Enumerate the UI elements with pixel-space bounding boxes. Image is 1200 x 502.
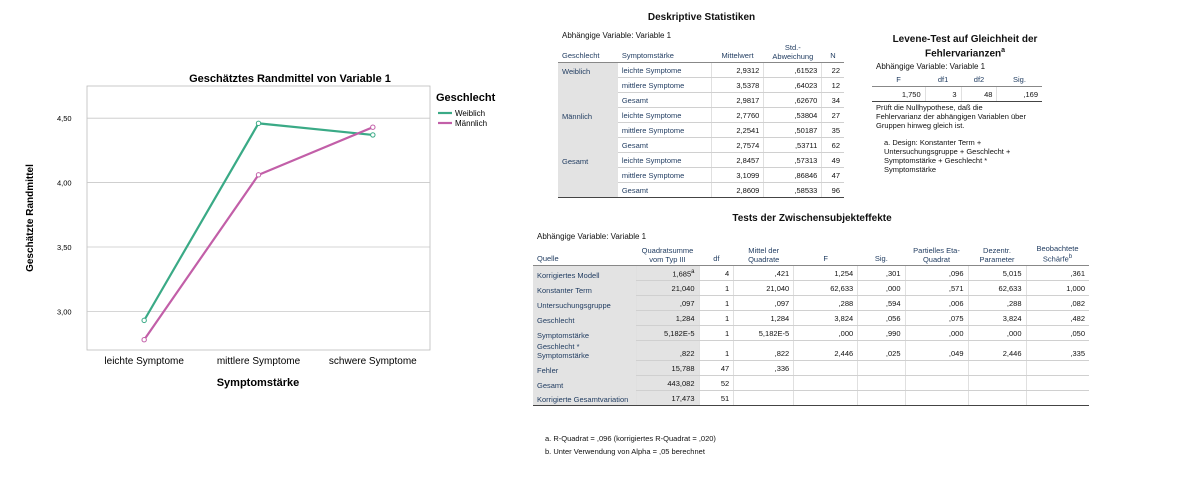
data-point xyxy=(142,337,146,341)
tests-cell-eta: ,000 xyxy=(905,326,968,341)
desc-row xyxy=(558,138,844,153)
tests-cell-f: 2,446 xyxy=(794,341,858,361)
tests-cell-ss-value: 443,082 xyxy=(667,379,695,388)
tests-cell-df: 52 xyxy=(699,376,734,391)
tests-row xyxy=(533,361,1089,376)
desc-cell-n: 49 xyxy=(822,153,844,168)
tests-cell-nc xyxy=(968,391,1026,406)
tests-footnote-b: b. Unter Verwendung von Alpha = ,05 berechnet xyxy=(545,447,705,456)
tests-cell-f: 62,633 xyxy=(794,281,858,296)
desc-cell-symptom: leichte Symptome xyxy=(618,63,711,78)
tests-title: Tests der Zwischensubjekteffekte xyxy=(732,213,892,224)
tests-row xyxy=(533,326,1089,341)
tests-cell-ss xyxy=(636,265,699,281)
tests-cell-ms: 1,284 xyxy=(734,311,794,326)
desc-cell-symptom: mittlere Symptome xyxy=(618,123,711,138)
desc-cell-sd: ,61523 xyxy=(764,63,822,78)
levene-header-sig: Sig. xyxy=(997,72,1042,87)
levene-table xyxy=(872,72,1042,102)
desc-cell-symptom: leichte Symptome xyxy=(618,153,711,168)
tests-cell-pow xyxy=(1026,391,1089,406)
desc-cell-n: 62 xyxy=(822,138,844,153)
desc-cell-geschlecht xyxy=(558,123,618,138)
legend-entry: Weiblich xyxy=(455,109,486,118)
tests-cell-f xyxy=(794,361,858,376)
tests-cell-f: ,288 xyxy=(794,296,858,311)
tests-cell-source: Geschlecht xyxy=(533,311,636,326)
tests-cell-ms: ,822 xyxy=(734,341,794,361)
desc-cell-geschlecht xyxy=(558,138,618,153)
desc-cell-mean: 2,9817 xyxy=(711,93,764,108)
levene-title xyxy=(870,34,1060,59)
tests-cell-ss-value: ,097 xyxy=(679,299,695,308)
x-tick-label: schwere Symptome xyxy=(328,356,417,367)
levene-header-df1: df1 xyxy=(925,72,961,87)
desc-cell-symptom: Gesamt xyxy=(618,138,711,153)
x-tick-label: mittlere Symptome xyxy=(216,356,301,367)
tests-cell-ms: ,421 xyxy=(734,265,794,281)
tests-row xyxy=(533,265,1089,281)
desc-cell-n: 47 xyxy=(822,168,844,183)
desc-cell-mean: 2,8457 xyxy=(711,153,764,168)
tests-cell-df: 1 xyxy=(699,341,734,361)
desc-cell-n: 96 xyxy=(822,183,844,198)
desc-cell-sd: ,58533 xyxy=(764,183,822,198)
y-tick-label: 3,00 xyxy=(57,307,72,317)
tests-cell-source: Untersuchungsgruppe xyxy=(533,296,636,311)
tests-cell-nc xyxy=(968,361,1026,376)
y-tick-label: 3,50 xyxy=(57,242,72,252)
tests-cell-source: Konstanter Term xyxy=(533,281,636,296)
tests-cell-ss xyxy=(636,361,699,376)
desc-row xyxy=(558,93,844,108)
tests-cell-nc: 62,633 xyxy=(968,281,1026,296)
tests-cell-ss xyxy=(636,326,699,341)
desc-cell-n: 34 xyxy=(822,93,844,108)
desc-row xyxy=(558,153,844,168)
levene-sig: ,169 xyxy=(997,87,1042,102)
desc-cell-mean: 3,5378 xyxy=(711,78,764,93)
desc-cell-mean: 2,7574 xyxy=(711,138,764,153)
tests-cell-sig: ,025 xyxy=(858,341,905,361)
tests-cell-sig xyxy=(858,391,905,406)
tests-cell-f: 1,254 xyxy=(794,265,858,281)
tests-cell-df: 1 xyxy=(699,311,734,326)
tests-cell-eta: ,075 xyxy=(905,311,968,326)
desc-cell-geschlecht: Weiblich xyxy=(558,63,618,78)
y-tick-label: 4,00 xyxy=(57,178,72,188)
legend xyxy=(436,92,496,128)
tests-cell-ss-value: 21,040 xyxy=(671,284,695,293)
tests-cell-pow xyxy=(1026,361,1089,376)
tests-cell-sig: ,301 xyxy=(858,265,905,281)
tests-cell-nc: 2,446 xyxy=(968,341,1026,361)
tests-cell-ss xyxy=(636,376,699,391)
tests-cell-ms: ,097 xyxy=(734,296,794,311)
y-tick-label: 4,50 xyxy=(57,114,72,124)
tests-cell-eta: ,096 xyxy=(905,265,968,281)
levene-note: Prüft die Nullhypothese, daß die Fehlervarianz der abhängigen Variablen über Gruppen hinweg gleich ist. xyxy=(876,103,1026,130)
levene-design-note: a. Design: Konstanter Term + Untersuchungsgruppe + Geschlecht + Symptomstärke + Geschlecht * Symptomstärke xyxy=(884,138,1011,174)
desc-row xyxy=(558,63,844,78)
desc-cell-symptom: Gesamt xyxy=(618,93,711,108)
tests-header-source: Quelle xyxy=(533,243,636,265)
desc-cell-geschlecht xyxy=(558,78,618,93)
tests-cell-source: Fehler xyxy=(533,361,636,376)
data-point xyxy=(371,133,375,137)
tests-cell-source: Geschlecht * Symptomstärke xyxy=(533,341,636,361)
desc-header-n: N xyxy=(822,42,844,63)
tests-header-power xyxy=(1026,243,1089,265)
y-axis-label: Geschätzte Randmittel xyxy=(25,164,36,272)
levene-header-df2: df2 xyxy=(961,72,997,87)
tests-table xyxy=(533,243,1089,406)
tests-cell-pow: ,482 xyxy=(1026,311,1089,326)
tests-cell-ss xyxy=(636,341,699,361)
desc-cell-symptom: mittlere Symptome xyxy=(618,78,711,93)
desc-cell-mean: 2,8609 xyxy=(711,183,764,198)
tests-row xyxy=(533,296,1089,311)
levene-header-f: F xyxy=(872,72,925,87)
tests-header-ms: Mittel der Quadrate xyxy=(734,243,794,265)
data-point xyxy=(256,173,260,177)
tests-cell-ss xyxy=(636,311,699,326)
tests-cell-df: 1 xyxy=(699,281,734,296)
desc-header-geschlecht: Geschlecht xyxy=(558,42,618,63)
tests-cell-eta: ,006 xyxy=(905,296,968,311)
desc-title: Deskriptive Statistiken xyxy=(647,12,756,23)
tests-cell-ms: 21,040 xyxy=(734,281,794,296)
desc-cell-geschlecht: Gesamt xyxy=(558,153,618,168)
tests-cell-f xyxy=(794,391,858,406)
desc-row xyxy=(558,123,844,138)
x-axis-label: Symptomstärke xyxy=(216,377,300,389)
tests-row xyxy=(533,281,1089,296)
desc-table xyxy=(558,42,844,198)
tests-cell-ss-value: 17,473 xyxy=(671,394,695,403)
desc-cell-n: 12 xyxy=(822,78,844,93)
tests-dependent-variable: Abhängige Variable: Variable 1 xyxy=(537,232,647,241)
legend-title: Geschlecht xyxy=(436,92,496,104)
desc-cell-geschlecht xyxy=(558,93,618,108)
tests-cell-eta: ,049 xyxy=(905,341,968,361)
tests-cell-ss-value: ,822 xyxy=(679,349,695,358)
desc-cell-geschlecht xyxy=(558,183,618,198)
data-point xyxy=(256,121,260,125)
desc-cell-sd: ,53804 xyxy=(764,108,822,123)
tests-row xyxy=(533,391,1089,406)
tests-header-power-text: Beobachtete Schärfe xyxy=(1036,244,1079,264)
tests-cell-eta xyxy=(905,376,968,391)
desc-cell-sd: ,86846 xyxy=(764,168,822,183)
legend-entry: Männlich xyxy=(455,119,488,128)
desc-cell-sd: ,50187 xyxy=(764,123,822,138)
desc-header-sd: Std.-Abweichung xyxy=(764,42,822,63)
tests-cell-nc xyxy=(968,376,1026,391)
tests-cell-pow: ,361 xyxy=(1026,265,1089,281)
tests-cell-nc: 5,015 xyxy=(968,265,1026,281)
tests-cell-ss xyxy=(636,296,699,311)
tests-header-noncentral: Dezentr. Parameter xyxy=(968,243,1026,265)
tests-cell-ss-value: 5,182E-5 xyxy=(664,329,695,338)
desc-dependent-variable: Abhängige Variable: Variable 1 xyxy=(562,31,672,40)
tests-cell-f: ,000 xyxy=(794,326,858,341)
tests-cell-eta xyxy=(905,391,968,406)
desc-cell-symptom: mittlere Symptome xyxy=(618,168,711,183)
desc-row xyxy=(558,78,844,93)
levene-df2: 48 xyxy=(961,87,997,102)
tests-cell-pow xyxy=(1026,376,1089,391)
tests-cell-source: Korrigiertes Modell xyxy=(533,265,636,281)
tests-cell-df: 47 xyxy=(699,361,734,376)
tests-cell-ss xyxy=(636,391,699,406)
desc-cell-mean: 2,2541 xyxy=(711,123,764,138)
desc-cell-geschlecht: Männlich xyxy=(558,108,618,123)
tests-cell-eta: ,571 xyxy=(905,281,968,296)
tests-cell-sig: ,056 xyxy=(858,311,905,326)
x-tick-label: leichte Symptome xyxy=(104,356,184,367)
levene-title-sup: a xyxy=(1001,47,1006,54)
desc-cell-sd: ,62670 xyxy=(764,93,822,108)
desc-row xyxy=(558,183,844,198)
desc-cell-sd: ,64023 xyxy=(764,78,822,93)
data-point xyxy=(371,125,375,129)
levene-title-text: Levene-Test auf Gleichheit der Fehlervarianzen xyxy=(892,34,1038,60)
data-point xyxy=(142,318,146,322)
tests-cell-ms xyxy=(734,391,794,406)
tests-cell-nc: 3,824 xyxy=(968,311,1026,326)
tests-row xyxy=(533,311,1089,326)
tests-header-df: df xyxy=(699,243,734,265)
tests-cell-sig xyxy=(858,361,905,376)
tests-cell-ms xyxy=(734,376,794,391)
desc-header-mean: Mittelwert xyxy=(711,42,764,63)
tests-row xyxy=(533,376,1089,391)
tests-cell-f xyxy=(794,376,858,391)
tests-cell-sig: ,990 xyxy=(858,326,905,341)
tests-cell-pow: ,082 xyxy=(1026,296,1089,311)
tests-cell-ss xyxy=(636,281,699,296)
desc-cell-mean: 2,7760 xyxy=(711,108,764,123)
desc-cell-n: 27 xyxy=(822,108,844,123)
tests-cell-ss-value: 1,284 xyxy=(675,314,695,323)
tests-row xyxy=(533,341,1089,361)
desc-cell-n: 35 xyxy=(822,123,844,138)
levene-f: 1,750 xyxy=(872,87,925,102)
tests-cell-pow: ,050 xyxy=(1026,326,1089,341)
tests-cell-nc: ,000 xyxy=(968,326,1026,341)
tests-cell-ms: ,336 xyxy=(734,361,794,376)
tests-cell-f: 3,824 xyxy=(794,311,858,326)
tests-cell-sig: ,594 xyxy=(858,296,905,311)
tests-footnote-a: a. R-Quadrat = ,096 (korrigiertes R-Quadrat = ,020) xyxy=(545,434,716,443)
tests-cell-source: Symptomstärke xyxy=(533,326,636,341)
tests-header-eta: Partielles Eta-Quadrat xyxy=(905,243,968,265)
desc-cell-symptom: Gesamt xyxy=(618,183,711,198)
desc-cell-n: 22 xyxy=(822,63,844,78)
desc-row xyxy=(558,168,844,183)
profile-plot xyxy=(0,0,496,420)
tests-cell-df: 4 xyxy=(699,265,734,281)
desc-row xyxy=(558,108,844,123)
tests-cell-ms: 5,182E-5 xyxy=(734,326,794,341)
tests-header-sig: Sig. xyxy=(858,243,905,265)
tests-cell-source: Gesamt xyxy=(533,376,636,391)
desc-cell-geschlecht xyxy=(558,168,618,183)
desc-cell-mean: 2,9312 xyxy=(711,63,764,78)
tests-header-ss: Quadratsumme vom Typ III xyxy=(636,243,699,265)
tests-cell-df: 1 xyxy=(699,296,734,311)
levene-df1: 3 xyxy=(925,87,961,102)
desc-cell-sd: ,57313 xyxy=(764,153,822,168)
tests-cell-sig xyxy=(858,376,905,391)
tests-header-f: F xyxy=(794,243,858,265)
tests-cell-ss-value: 15,788 xyxy=(671,364,695,373)
tests-cell-source: Korrigierte Gesamtvariation xyxy=(533,391,636,406)
desc-header-symptom: Symptomstärke xyxy=(618,42,711,63)
tests-cell-ss-value: 1,685 xyxy=(672,269,692,278)
desc-cell-sd: ,53711 xyxy=(764,138,822,153)
desc-cell-mean: 3,1099 xyxy=(711,168,764,183)
tests-header-power-sup: b xyxy=(1068,254,1073,260)
desc-cell-symptom: leichte Symptome xyxy=(618,108,711,123)
levene-dependent-variable: Abhängige Variable: Variable 1 xyxy=(876,62,986,71)
tests-cell-sig: ,000 xyxy=(858,281,905,296)
tests-cell-df: 1 xyxy=(699,326,734,341)
tests-cell-ss-sup: a xyxy=(691,268,695,275)
chart-title: Geschätztes Randmittel von Variable 1 xyxy=(189,73,391,85)
tests-cell-pow: 1,000 xyxy=(1026,281,1089,296)
tests-cell-df: 51 xyxy=(699,391,734,406)
tests-cell-eta xyxy=(905,361,968,376)
tests-cell-nc: ,288 xyxy=(968,296,1026,311)
tests-cell-pow: ,335 xyxy=(1026,341,1089,361)
